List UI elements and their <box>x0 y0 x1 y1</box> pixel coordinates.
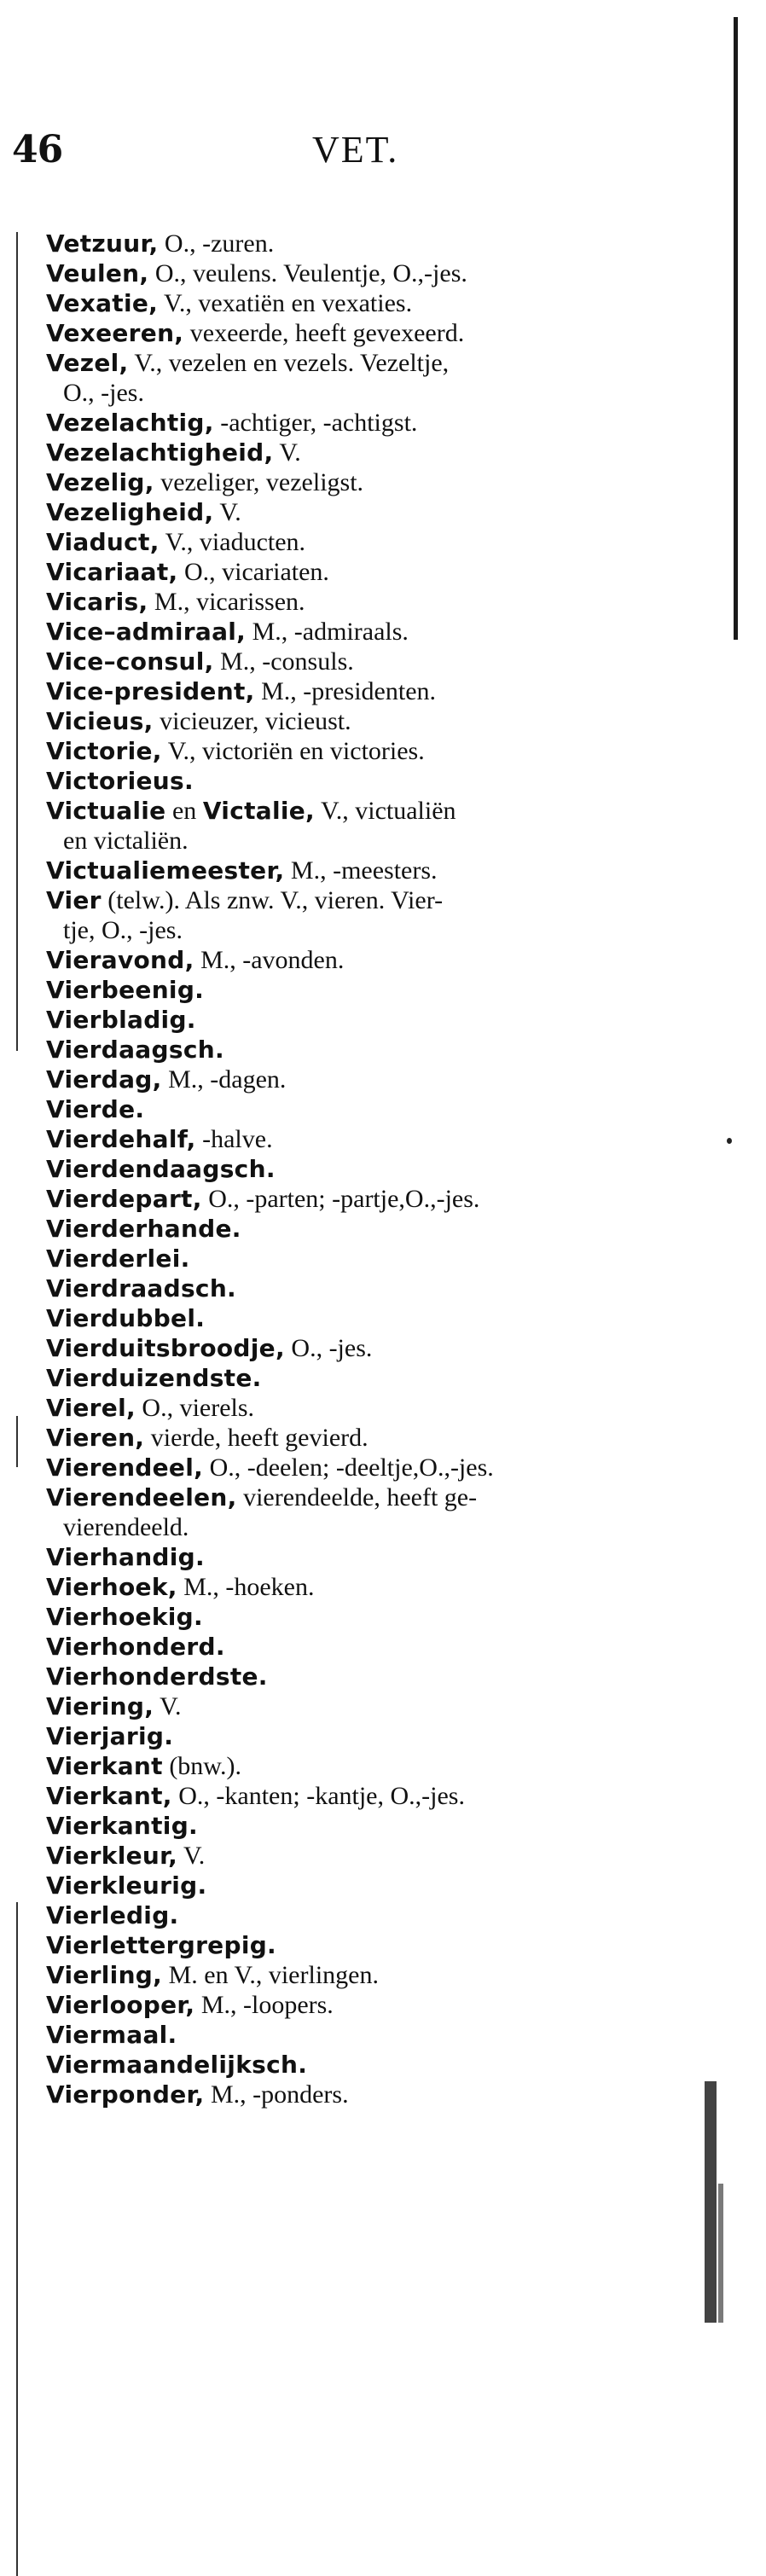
dictionary-entry <box>46 527 703 557</box>
entry-definition: V. <box>154 1692 182 1720</box>
entry-headword: Vetzuur, <box>46 229 159 258</box>
entry-headword: Vierhoek, <box>46 1573 177 1601</box>
dictionary-entry <box>46 1303 703 1333</box>
entry-headword: Vier <box>46 886 102 914</box>
entry-definition: M., vicarissen. <box>148 588 305 616</box>
dictionary-entry <box>46 1781 703 1811</box>
dictionary-entry <box>46 1244 703 1273</box>
entry-headword: Vieravond, <box>46 946 194 974</box>
entry-definition: O., vierels. <box>135 1394 255 1422</box>
dictionary-entry <box>46 1184 703 1214</box>
entry-headword: Vierkleur, <box>46 1842 178 1870</box>
dictionary-entry <box>46 467 703 497</box>
entry-definition: M., -presidenten. <box>254 677 437 705</box>
entry-headword: Vierdubbel. <box>46 1304 206 1332</box>
entry-definition: O., -parten; -partje,O.,-jes. <box>201 1185 480 1213</box>
entry-headword: Victualiemeester, <box>46 856 285 885</box>
dictionary-entry <box>46 229 703 258</box>
entry-definition: M., -dagen. <box>161 1065 287 1094</box>
dictionary-entry <box>46 945 703 975</box>
dictionary-entry <box>46 1811 703 1841</box>
entry-definition: O., -jes. <box>284 1334 373 1362</box>
entry-headword: Vierjarig. <box>46 1722 174 1750</box>
entry-headword: Vierhonderdste. <box>46 1662 268 1691</box>
dictionary-entry <box>46 647 703 676</box>
dictionary-entry <box>46 1930 703 1960</box>
entry-definition: vierendeelde, heeft ge- <box>236 1483 478 1511</box>
dictionary-entry <box>46 348 703 408</box>
entry-headword: Vierdepart, <box>46 1185 202 1213</box>
dictionary-entry <box>46 736 703 766</box>
dictionary-entry <box>46 1632 703 1662</box>
entry-definition: V. <box>213 498 241 526</box>
entry-definition: vierde, heeft gevierd. <box>144 1424 368 1452</box>
entry-headword: Viermaal. <box>46 2021 177 2049</box>
entry-headword: Vierduitsbroodje, <box>46 1334 285 1362</box>
dictionary-entry <box>46 617 703 647</box>
entry-definition: V., vezelen en vezels. Vezeltje, <box>128 349 450 377</box>
entry-definition: M., -loopers. <box>194 1991 334 2019</box>
entry-headword: Vierling, <box>46 1961 163 1989</box>
dictionary-entry <box>46 1721 703 1751</box>
dictionary-entry <box>46 438 703 467</box>
entry-definition: M., -consuls. <box>213 647 354 676</box>
dictionary-entry <box>46 856 703 885</box>
entry-headword: Vierel, <box>46 1394 136 1422</box>
entry-definition: M., -admiraals. <box>246 618 409 646</box>
entry-headword: Vierlettergrepig. <box>46 1931 276 1959</box>
scan-edge-mark-2 <box>718 2184 723 2323</box>
entry-definition: (telw.). Als znw. V., vieren. Vier- <box>101 886 444 914</box>
entry-headword: Vierkleurig. <box>46 1871 207 1900</box>
dictionary-entry <box>46 1691 703 1721</box>
entry-headword: Vierduizendste. <box>46 1364 262 1392</box>
entry-headword: Vezeligheid, <box>46 498 214 526</box>
entry-headword: Vice–consul, <box>46 647 214 676</box>
entry-definition: M., -meesters. <box>284 856 438 885</box>
entry-headword: Vicariaat, <box>46 558 178 586</box>
entry-definition: -achtiger, -achtigst. <box>213 409 418 437</box>
entry-headword: Vierbladig. <box>46 1006 196 1034</box>
entry-definition: V., viaducten. <box>159 528 306 556</box>
dictionary-entry <box>46 1065 703 1094</box>
entry-headword: Vierbeenig. <box>46 976 205 1004</box>
scan-edge-bar <box>734 17 738 640</box>
entry-headword: Vierdraadsch. <box>46 1274 236 1303</box>
dictionary-entry <box>46 1662 703 1691</box>
entry-headword: Vierkant <box>46 1752 163 1780</box>
entry-headword: Vice-president, <box>46 677 255 705</box>
entry-headword: Vierhoekig. <box>46 1603 203 1631</box>
entry-headword: Vierdendaagsch. <box>46 1155 276 1183</box>
entry-headword: Vierledig. <box>46 1901 179 1929</box>
dictionary-entry <box>46 706 703 736</box>
entry-headword: Vicaris, <box>46 588 148 616</box>
entry-definition: M., -ponders. <box>204 2080 349 2109</box>
dictionary-entry <box>46 676 703 706</box>
dictionary-entry <box>46 1841 703 1871</box>
dictionary-entry <box>46 1602 703 1632</box>
entry-headword: Victorieus. <box>46 767 194 795</box>
entry-definition: O., veulens. Veulentje, O.,-jes. <box>148 259 467 287</box>
entry-headword: Vierponder, <box>46 2080 205 2109</box>
entry-definition: M., -avonden. <box>194 946 345 974</box>
dictionary-entry <box>46 1094 703 1124</box>
entry-headword: Vexatie, <box>46 289 159 317</box>
margin-rule-middle <box>16 1416 18 1467</box>
dictionary-entry <box>46 408 703 438</box>
dictionary-entry <box>46 796 703 856</box>
margin-rule-upper <box>16 232 18 1051</box>
entry-headword: Vierhandig. <box>46 1543 205 1571</box>
dictionary-entry <box>46 1154 703 1184</box>
dictionary-entries <box>46 229 703 2109</box>
dictionary-entry <box>46 1900 703 1930</box>
entry-headword: Viering, <box>46 1692 154 1720</box>
dictionary-entry <box>46 1960 703 1990</box>
entry-headword: Vezelachtig, <box>46 409 214 437</box>
entry-headword: Viaduct, <box>46 528 160 556</box>
margin-rule-bottom <box>16 1902 18 2576</box>
dictionary-entry <box>46 1214 703 1244</box>
entry-headword: Vierdaagsch. <box>46 1036 224 1064</box>
entry-headword: Vezelig, <box>46 468 154 496</box>
dictionary-entry <box>46 497 703 527</box>
entry-headword: Vierkant, <box>46 1782 172 1810</box>
dictionary-entry <box>46 318 703 348</box>
entry-definition: O., -deelen; -deeltje,O.,-jes. <box>203 1453 494 1482</box>
entry-definition: O., -zuren. <box>158 229 275 258</box>
entry-definition: M. en V., vierlingen. <box>162 1961 379 1989</box>
dictionary-entry <box>46 1005 703 1035</box>
entry-headword: Victualie <box>46 797 166 825</box>
ink-speck <box>727 1138 732 1144</box>
entry-definition: V., victoriën en victories. <box>161 737 425 765</box>
dictionary-entry <box>46 1871 703 1900</box>
entry-headword: Victorie, <box>46 737 162 765</box>
dictionary-entry <box>46 1273 703 1303</box>
dictionary-entry <box>46 1363 703 1393</box>
entry-headword: Vierderlei. <box>46 1244 190 1273</box>
dictionary-entry <box>46 1990 703 2020</box>
entry-headword: Vexeeren, <box>46 319 184 347</box>
entry-continuation-line: tje, O., -jes. <box>63 916 183 944</box>
dictionary-entry <box>46 258 703 288</box>
entry-definition: vexeerde, heeft gevexeerd. <box>183 319 465 347</box>
dictionary-entry <box>46 766 703 796</box>
dictionary-entry <box>46 1035 703 1065</box>
entry-definition: O., -kanten; -kantje, O.,-jes. <box>171 1782 465 1810</box>
entry-definition: O., vicariaten. <box>177 558 329 586</box>
dictionary-entry <box>46 2020 703 2050</box>
entry-definition: (bnw.). <box>162 1752 242 1780</box>
dictionary-entry <box>46 1572 703 1602</box>
dictionary-entry <box>46 975 703 1005</box>
dictionary-entry <box>46 1453 703 1482</box>
entry-definition: V. <box>177 1842 206 1870</box>
entry-headword-variant: Victalie, <box>202 797 315 825</box>
scan-edge-mark <box>705 2081 717 2323</box>
entry-definition: en <box>165 797 203 825</box>
entry-headword: Vierkantig. <box>46 1812 198 1840</box>
entry-headword: Vice–admiraal, <box>46 618 247 646</box>
entry-headword: Vierde. <box>46 1095 145 1123</box>
dictionary-entry <box>46 587 703 617</box>
entry-headword: Vierdag, <box>46 1065 162 1094</box>
dictionary-entry <box>46 1482 703 1542</box>
entry-headword: Vierlooper, <box>46 1991 195 2019</box>
entry-headword: Vicieus, <box>46 707 154 735</box>
dictionary-entry <box>46 2050 703 2080</box>
dictionary-entry <box>46 1423 703 1453</box>
dictionary-entry <box>46 557 703 587</box>
entry-headword: Vierdehalf, <box>46 1125 196 1153</box>
entry-definition: vicieuzer, vicieust. <box>153 707 351 735</box>
entry-headword: Veulen, <box>46 259 149 287</box>
entry-continuation-line: O., -jes. <box>63 379 144 407</box>
dictionary-entry <box>46 2080 703 2109</box>
entry-headword: Vierhonderd. <box>46 1633 225 1661</box>
entry-headword: Vierendeelen, <box>46 1483 237 1511</box>
dictionary-entry <box>46 1124 703 1154</box>
entry-definition: M., -hoeken. <box>177 1573 315 1601</box>
dictionary-entry <box>46 1542 703 1572</box>
dictionary-entry <box>46 885 703 945</box>
entry-definition: V., vexatiën en vexaties. <box>158 289 413 317</box>
entry-headword: Vezelachtigheid, <box>46 438 274 467</box>
entry-definition: -halve. <box>195 1125 273 1153</box>
running-head: VET. <box>312 129 399 171</box>
entry-headword: Viermaandelijksch. <box>46 2051 308 2079</box>
entry-headword: Vierendeel, <box>46 1453 204 1482</box>
dictionary-entry <box>46 1751 703 1781</box>
entry-definition: V. <box>273 438 301 467</box>
dictionary-entry <box>46 1333 703 1363</box>
entry-definition-continued: V., victualiën <box>315 797 456 825</box>
entry-definition: vezeliger, vezeligst. <box>154 468 364 496</box>
entry-headword: Vierderhande. <box>46 1215 241 1243</box>
page-number: 46 <box>12 128 63 171</box>
dictionary-entry <box>46 1393 703 1423</box>
entry-headword: Vezel, <box>46 349 129 377</box>
entry-headword: Vieren, <box>46 1424 145 1452</box>
entry-continuation-line: en victaliën. <box>63 827 189 855</box>
dictionary-entry <box>46 288 703 318</box>
entry-continuation-line: vierendeeld. <box>63 1513 189 1541</box>
